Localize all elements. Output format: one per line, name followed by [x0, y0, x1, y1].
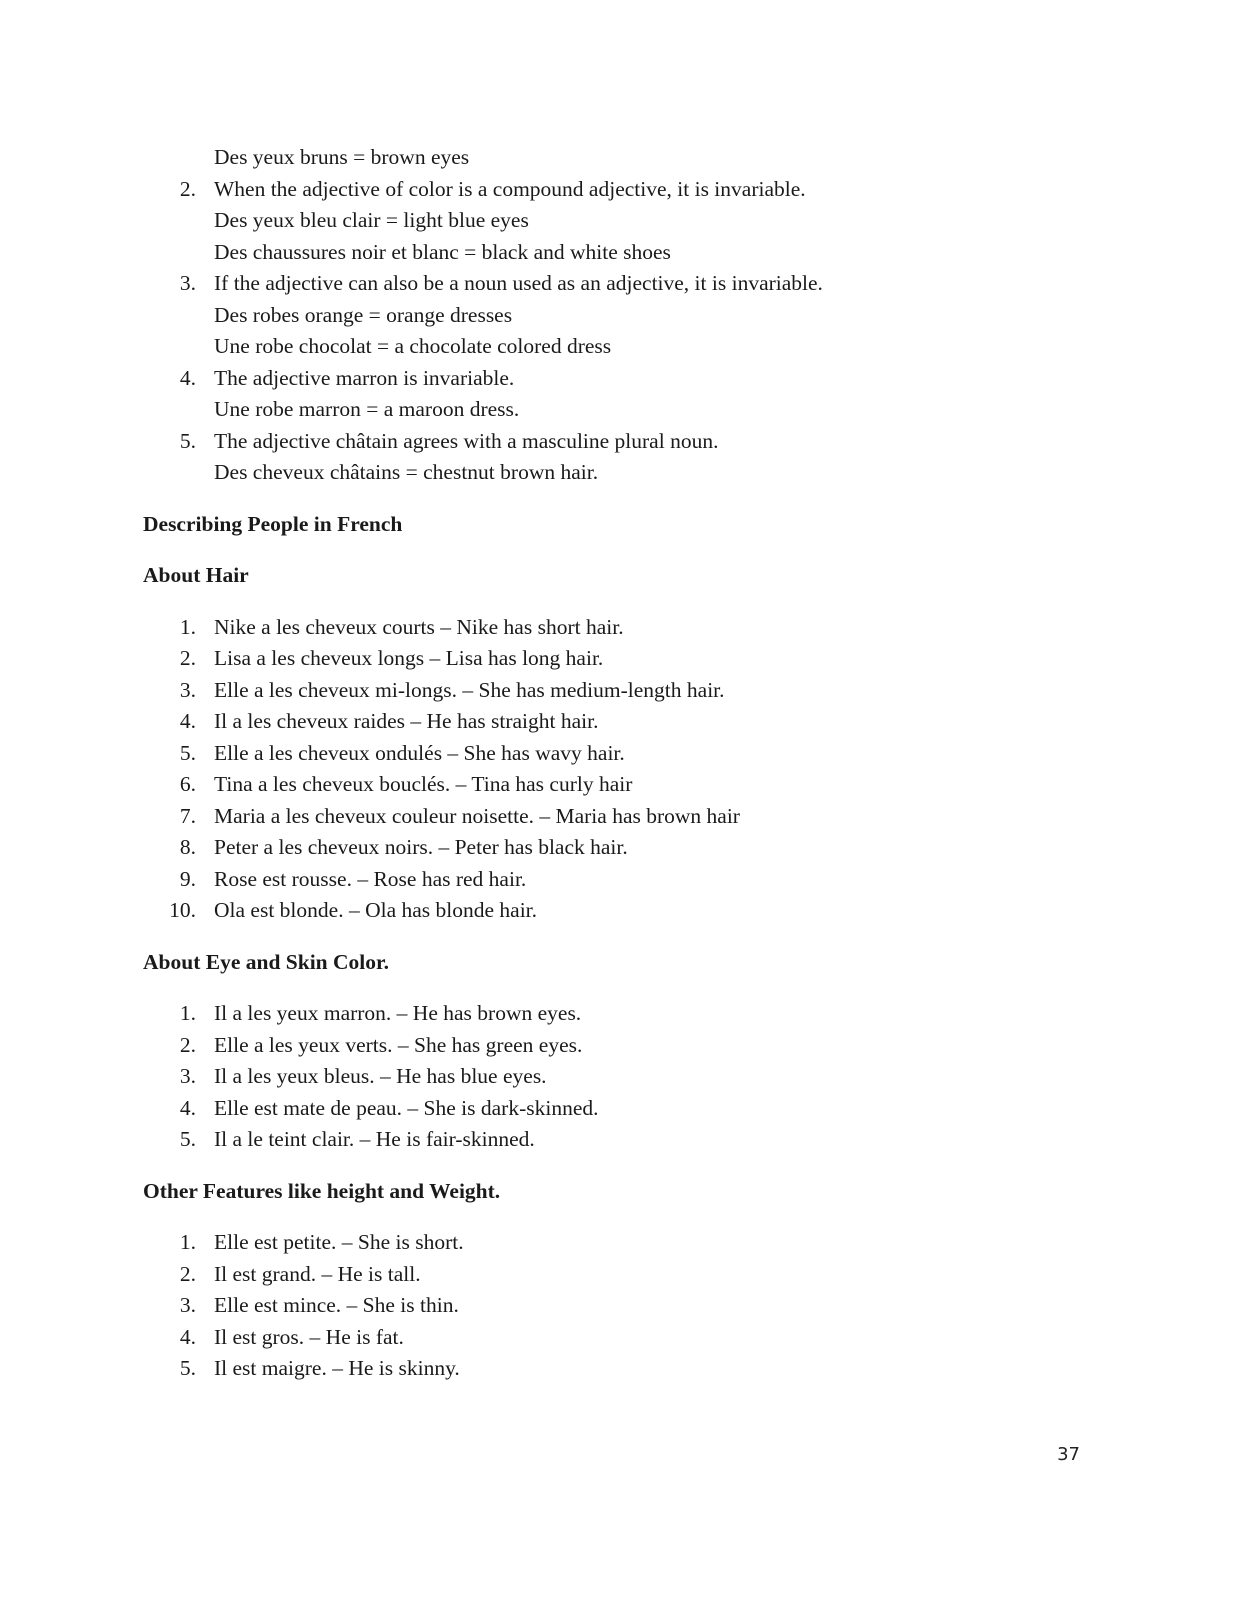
list-item: 4. Il est gros. – He is fat. [179, 1324, 404, 1349]
intro-item-text: The adjective châtain agrees with a masculine plural noun. [214, 428, 719, 453]
hair-list [143, 612, 1103, 927]
page-number: 37 [1057, 1444, 1080, 1465]
intro-item-number: 2. [179, 176, 196, 201]
intro-item-text: The adjective marron is invariable. [214, 365, 515, 390]
page-content [143, 142, 1103, 1385]
intro-example: Des robes orange = orange dresses [214, 302, 513, 327]
list-item: 4. Il a les cheveux raides – He has straight hair. [179, 709, 599, 733]
list-item: 1. Nike a les cheveux courts – Nike has short hair. [179, 614, 624, 639]
intro-item [143, 268, 1103, 300]
list-item: 2. Elle a les yeux verts. – She has green eyes. [179, 1032, 583, 1057]
intro-item [143, 363, 1103, 395]
other-features-list [143, 1227, 1103, 1385]
intro-example: Des cheveux châtains = chestnut brown hair. [214, 460, 599, 484]
list-item: 10. Ola est blonde. – Ola has blonde hair. [169, 898, 538, 922]
intro-item [143, 174, 1103, 206]
list-item: 3. Elle est mince. – She is thin. [179, 1293, 459, 1317]
list-item: 9. Rose est rousse. – Rose has red hair. [179, 866, 527, 891]
list-item: 2. Il est grand. – He is tall. [179, 1261, 421, 1286]
hair-heading: About Hair [143, 563, 249, 587]
intro-example: Une robe marron = a maroon dress. [214, 397, 520, 421]
intro-example: Des yeux bleu clair = light blue eyes [214, 208, 529, 232]
intro-item-text: When the adjective of color is a compound adjective, it is invariable. [214, 176, 806, 201]
eyes-skin-list [143, 998, 1103, 1156]
section-title: Describing People in French [143, 511, 403, 536]
list-item: 2. Lisa a les cheveux longs – Lisa has long hair. [179, 646, 604, 670]
other-features-heading: Other Features like height and Weight. [143, 1178, 501, 1203]
intro-item-number: 4. [179, 365, 196, 390]
eyes-skin-heading: About Eye and Skin Color. [143, 949, 389, 974]
list-item: 1. Il a les yeux marron. – He has brown eyes. [179, 1001, 582, 1025]
list-item: 6. Tina a les cheveux bouclés. – Tina has curly hair [179, 772, 633, 796]
intro-item-text: If the adjective can also be a noun used as an adjective, it is invariable. [214, 271, 823, 295]
intro-list [143, 142, 1103, 489]
intro-carry-line: Des yeux bruns = brown eyes [214, 145, 470, 169]
list-item: 4. Elle est mate de peau. – She is dark-skinned. [179, 1095, 599, 1120]
list-item: 3. Il a les yeux bleus. – He has blue eyes. [179, 1064, 547, 1088]
intro-item-number: 3. [179, 271, 196, 295]
intro-item-number: 5. [179, 428, 196, 453]
list-item: 5. Elle a les cheveux ondulés – She has wavy hair. [179, 740, 625, 765]
list-item: 3. Elle a les cheveux mi-longs. – She has medium-length hair. [179, 677, 725, 702]
list-item: 5. Il a le teint clair. – He is fair-skinned. [179, 1127, 535, 1151]
list-item: 8. Peter a les cheveux noirs. – Peter has black hair. [179, 835, 628, 859]
list-item: 5. Il est maigre. – He is skinny. [179, 1356, 460, 1380]
list-item: 7. Maria a les cheveux couleur noisette. – Maria has brown hair [179, 803, 740, 828]
intro-example: Une robe chocolat = a chocolate colored dress [214, 334, 612, 358]
intro-example: Des chaussures noir et blanc = black and white shoes [214, 239, 671, 264]
list-item: 1. Elle est petite. – She is short. [179, 1230, 464, 1254]
intro-item [143, 426, 1103, 458]
